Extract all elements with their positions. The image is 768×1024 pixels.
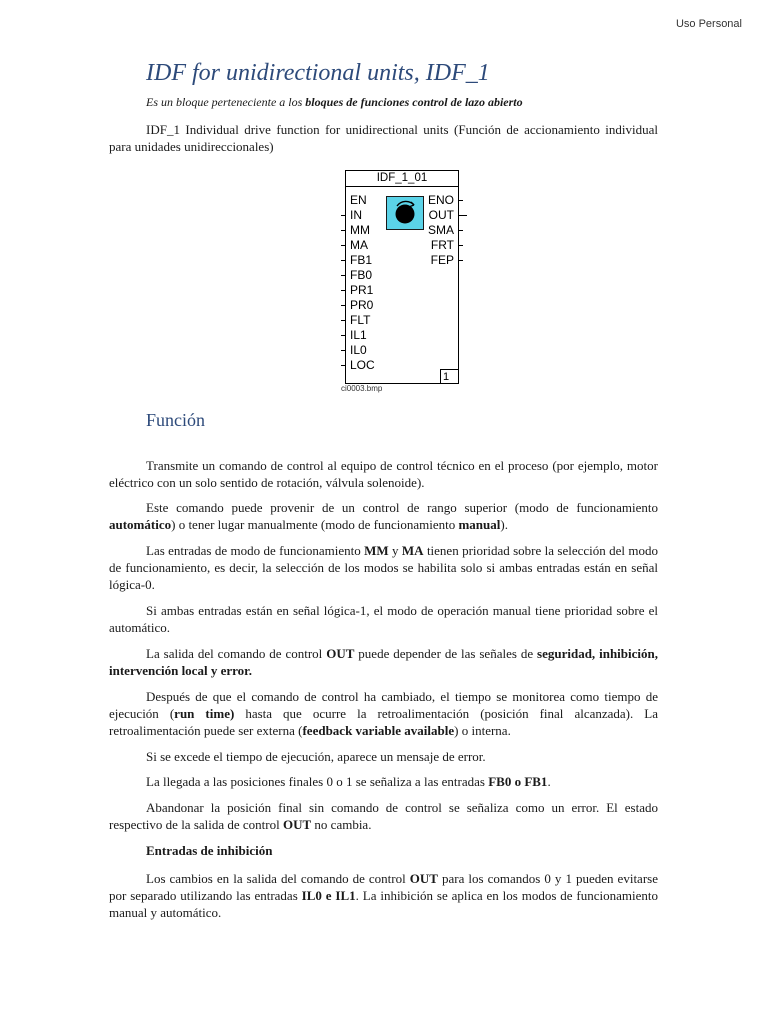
subtitle-bold: bloques de funciones control de lazo abierto bbox=[305, 95, 523, 109]
pin-flt: FLT bbox=[350, 313, 371, 327]
text-segment: Abandonar la posición final sin comando de control se señaliza como un error. El estado respectivo de la salida de control bbox=[109, 800, 658, 832]
pin-mm: MM bbox=[350, 223, 370, 237]
bold-term: OUT bbox=[283, 817, 312, 832]
pin-tick bbox=[459, 245, 463, 246]
pin-frt: FRT bbox=[430, 238, 454, 252]
text-segment: puede depender de las señales de bbox=[354, 646, 538, 661]
pin-loc: LOC bbox=[350, 358, 375, 372]
pin-fb1: FB1 bbox=[350, 253, 373, 267]
text-segment: La llegada a las posiciones finales 0 o 1 se señaliza a las entradas bbox=[146, 774, 489, 789]
section-title: Función bbox=[146, 410, 206, 430]
text-segment: La salida del comando de control bbox=[146, 646, 327, 661]
pin-in: IN bbox=[350, 208, 362, 222]
bold-term: seguridad, inhibición, intervención local y error. bbox=[109, 646, 658, 678]
pin-tick bbox=[459, 260, 463, 261]
pin-il0: IL0 bbox=[350, 343, 367, 357]
pin-tick bbox=[459, 215, 467, 216]
bold-term: FB0 o FB1 bbox=[488, 774, 548, 789]
pin-tick bbox=[341, 260, 345, 261]
block-number: 1 bbox=[440, 369, 458, 383]
text-segment: hasta que ocurre la retroalimentación (posición final alcanzada). La retroalimentación puede ser externa ( bbox=[109, 706, 658, 738]
pin-tick bbox=[459, 230, 463, 231]
paragraph-3 bbox=[109, 542, 658, 593]
text-segment: Los cambios en la salida del comando de control bbox=[146, 871, 410, 886]
paragraph-10 bbox=[109, 870, 658, 921]
paragraph-5 bbox=[109, 645, 658, 679]
intro-paragraph: IDF_1 Individual drive function for unidirectional units (Función de accionamiento individual para unidades unidireccionales) bbox=[109, 122, 658, 154]
pin-tick bbox=[341, 230, 345, 231]
pin-pr1: PR1 bbox=[350, 283, 374, 297]
text-segment: . bbox=[547, 774, 551, 789]
pin-out: OUT bbox=[428, 208, 454, 222]
pin-sma: SMA bbox=[427, 223, 454, 237]
pin-tick bbox=[341, 245, 345, 246]
paragraph-6 bbox=[109, 688, 658, 739]
pin-tick bbox=[459, 200, 463, 201]
bold-term: MA bbox=[401, 543, 424, 558]
bold-term: manual bbox=[458, 517, 501, 532]
header-label: Uso Personal bbox=[675, 18, 742, 30]
paragraph-1: Transmite un comando de control al equipo de control técnico en el proceso (por ejemplo, motor eléctrico con un solo sentido de rotación, válvula solenoide). bbox=[109, 458, 658, 490]
pin-tick bbox=[341, 275, 345, 276]
pin-il1: IL1 bbox=[350, 328, 367, 342]
paragraph-2 bbox=[109, 499, 658, 533]
text-segment: ). bbox=[500, 517, 508, 532]
text-segment: tienen prioridad sobre la selección del modo de funcionamiento, es decir, la selección de los modos se habilita solo si ambas entradas están en señal lógica-0. bbox=[109, 543, 659, 592]
pin-tick bbox=[341, 305, 345, 306]
image-caption: ci0003.bmp bbox=[341, 384, 383, 393]
text-segment: para los comandos 0 y 1 pueden evitarse por separado utilizando las entradas bbox=[109, 871, 658, 903]
text-segment: ) o interna. bbox=[454, 723, 511, 738]
function-block-diagram bbox=[345, 170, 459, 384]
subsection-title: Entradas de inhibición bbox=[146, 843, 273, 858]
pin-tick bbox=[341, 335, 345, 336]
text-segment: Después de que el comando de control ha cambiado, el tiempo se monitorea como tiempo de ejecución ( bbox=[109, 689, 658, 721]
bold-term: OUT bbox=[326, 646, 355, 661]
paragraph-8 bbox=[109, 773, 658, 790]
text-segment: y bbox=[388, 543, 402, 558]
paragraph-7: Si se excede el tiempo de ejecución, aparece un mensaje de error. bbox=[146, 749, 486, 764]
text-segment: Las entradas de modo de funcionamiento bbox=[146, 543, 365, 558]
pin-tick bbox=[341, 365, 345, 366]
subtitle-prefix: Es un bloque perteneciente a los bbox=[146, 95, 306, 109]
bold-term: run time) bbox=[174, 706, 235, 721]
pin-tick bbox=[341, 215, 345, 216]
pin-tick bbox=[341, 350, 345, 351]
text-segment: ) o tener lugar manualmente (modo de funcionamiento bbox=[171, 517, 459, 532]
bold-term: IL0 e IL1 bbox=[301, 888, 356, 903]
pin-en: EN bbox=[350, 193, 367, 207]
text-segment: no cambia. bbox=[311, 817, 372, 832]
bold-term: MM bbox=[364, 543, 389, 558]
pin-pr0: PR0 bbox=[350, 298, 374, 312]
bold-term: OUT bbox=[409, 871, 438, 886]
pin-eno: ENO bbox=[427, 193, 454, 207]
pin-tick bbox=[341, 290, 345, 291]
motor-symbol bbox=[387, 197, 423, 229]
block-name: IDF_1_01 bbox=[346, 171, 458, 187]
motor-icon bbox=[386, 196, 424, 230]
pin-tick bbox=[341, 320, 345, 321]
bold-term: automático bbox=[109, 517, 172, 532]
document-subtitle bbox=[146, 95, 523, 110]
paragraph-4: Si ambas entradas están en señal lógica-1, el modo de operación manual tiene prioridad sobre el automático. bbox=[109, 603, 658, 635]
bold-term: feedback variable available bbox=[302, 723, 455, 738]
text-segment: . La inhibición se aplica en los modos de funcionamiento manual y automático. bbox=[109, 888, 659, 920]
pin-fb0: FB0 bbox=[350, 268, 373, 282]
pin-ma: MA bbox=[350, 238, 368, 252]
document-title: IDF for unidirectional units, IDF_1 bbox=[146, 60, 490, 86]
paragraph-9 bbox=[109, 799, 658, 833]
text-segment: Este comando puede provenir de un control de rango superior (modo de funcionamiento bbox=[146, 500, 658, 515]
pin-fep: FEP bbox=[430, 253, 454, 267]
